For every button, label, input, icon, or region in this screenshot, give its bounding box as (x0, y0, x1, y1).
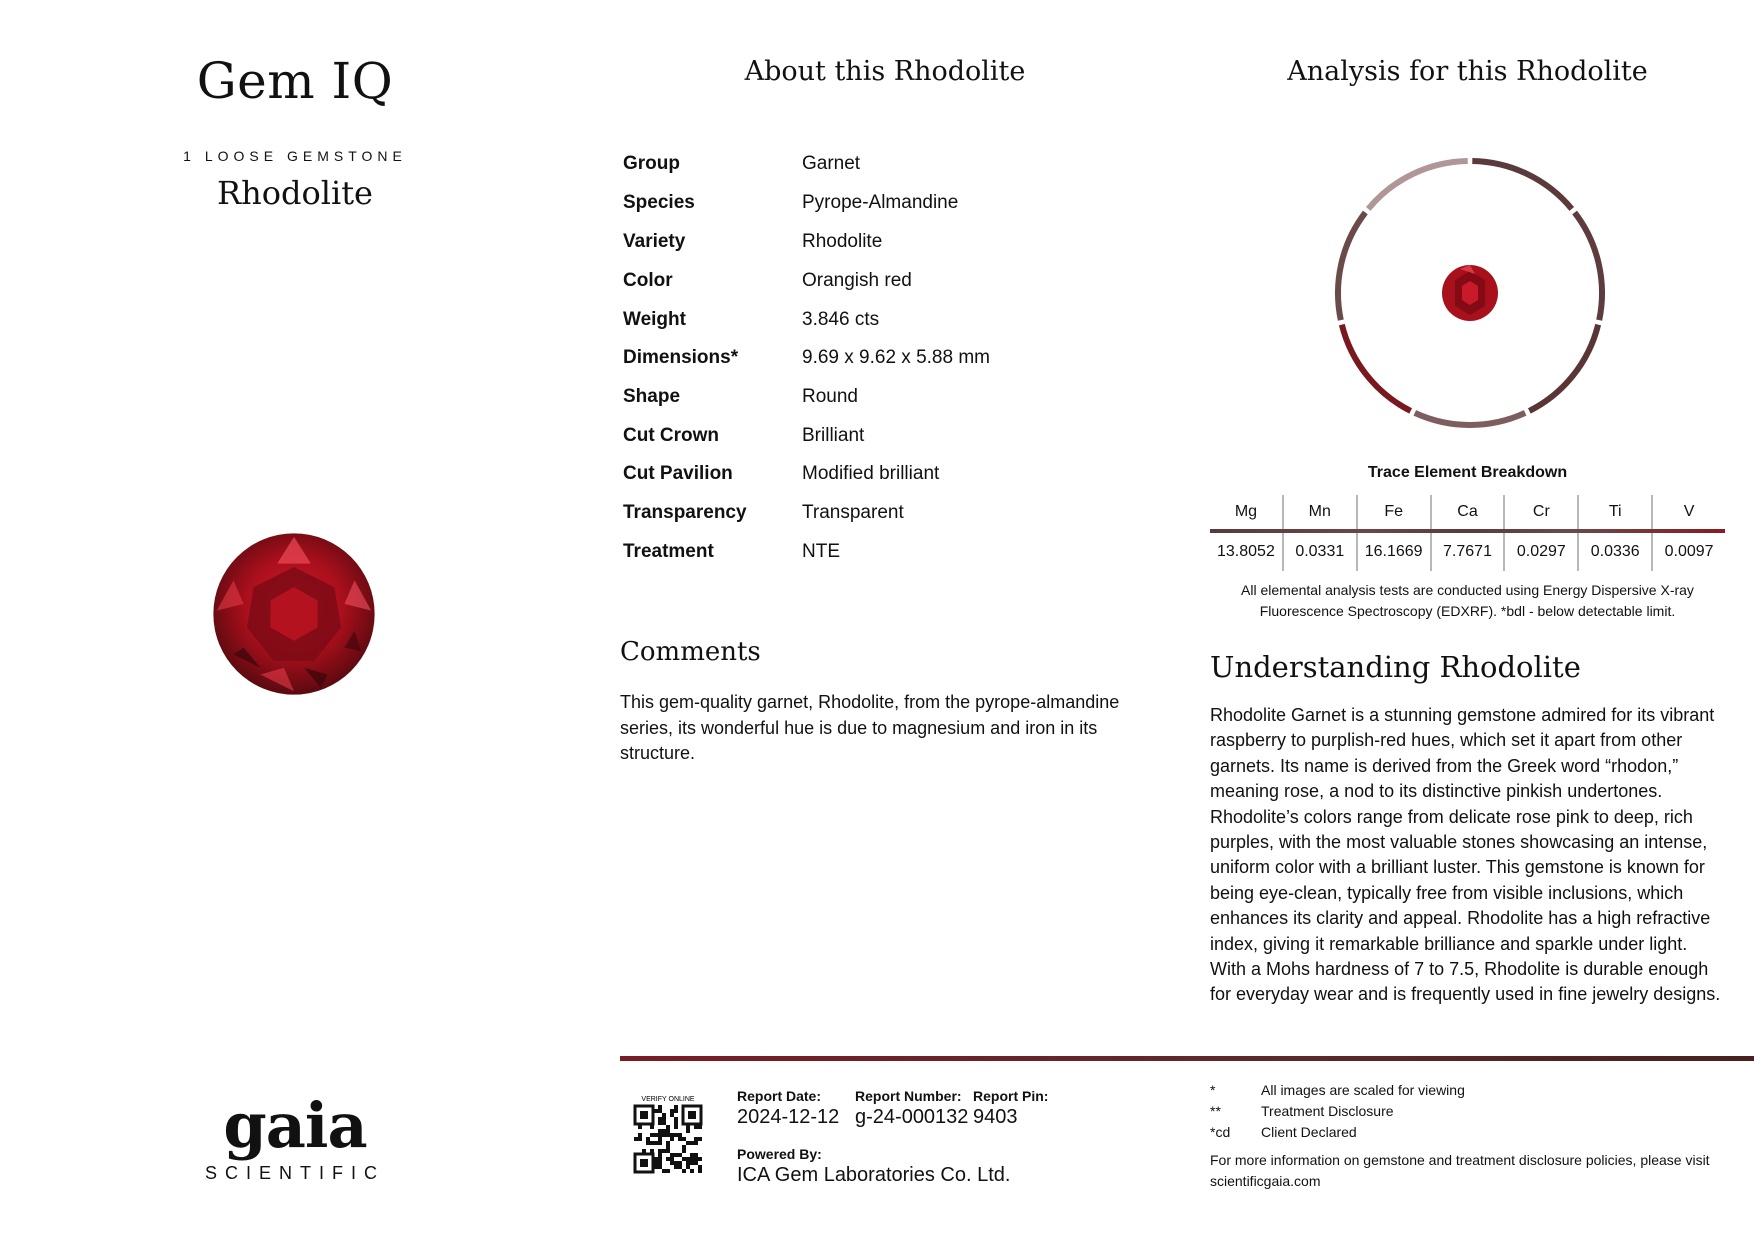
brand-title: Gem IQ (196, 52, 394, 110)
trace-element-header: V (1683, 503, 1695, 520)
property-label: Shape (623, 386, 681, 407)
property-value: Transparent (802, 502, 904, 523)
trace-element-header: Ca (1432, 495, 1506, 529)
color-ring-segment (1368, 161, 1467, 209)
property-label: Treatment (623, 541, 714, 562)
gemstone-image (210, 530, 378, 698)
understanding-title: Understanding Rhodolite (1210, 650, 1581, 684)
report-pin-label: Report Pin: (973, 1088, 1049, 1104)
color-ring-segment (1415, 413, 1525, 425)
property-label: Cut Pavilion (623, 463, 733, 484)
trace-element-header: Fe (1358, 495, 1432, 529)
comments-title: Comments (620, 637, 761, 667)
trace-element-value: 0.0297 (1505, 533, 1579, 571)
property-label: Color (623, 270, 673, 291)
property-value: Pyrope-Almandine (802, 192, 959, 213)
footnote-text: Treatment Disclosure (1261, 1103, 1394, 1119)
report-pin (973, 1088, 1048, 1129)
property-label: Transparency (623, 502, 747, 523)
trace-element-value: 13.8052 (1210, 533, 1284, 571)
trace-element-value: 0.0331 (1284, 533, 1358, 571)
property-value: Brilliant (802, 425, 865, 446)
trace-element-value-row (1210, 533, 1725, 571)
property-value: Orangish red (802, 270, 912, 291)
property-label: Group (623, 153, 680, 174)
footnote-key: *cd (1210, 1124, 1231, 1140)
property-value: NTE (802, 541, 840, 562)
more-info-text: For more information on gemstone and treatment disclosure policies, please visit scientificgaia.com (1210, 1152, 1710, 1189)
trace-element-header-row (1210, 495, 1725, 529)
property-value: Garnet (802, 153, 861, 174)
gemstone-name: Rhodolite (217, 174, 373, 212)
property-label: Species (623, 192, 695, 213)
property-label: Cut Crown (623, 425, 720, 446)
footnote-key: ** (1210, 1103, 1221, 1119)
property-label: Dimensions* (623, 347, 739, 368)
report-number (855, 1088, 968, 1129)
trace-element-header: Mn (1284, 495, 1358, 529)
trace-element-title: Trace Element Breakdown (1367, 464, 1568, 481)
property-value: 9.69 x 9.62 x 5.88 mm (802, 347, 990, 368)
analysis-title: Analysis for this Rhodolite (1287, 56, 1648, 87)
color-ring-segment (1472, 161, 1571, 209)
color-ring-segment (1342, 325, 1411, 411)
report-number-value: g-24-000132 (855, 1106, 969, 1128)
trace-element-value: 7.7671 (1432, 533, 1506, 571)
color-ring-segment (1575, 213, 1602, 321)
gaia-logo-sub: SCIENTIFIC (204, 1163, 385, 1183)
property-label: Variety (623, 231, 686, 252)
color-ring-chart (1325, 148, 1615, 438)
property-value: 3.846 cts (802, 309, 880, 330)
property-value: Round (802, 386, 858, 407)
powered-by (737, 1146, 1010, 1187)
footer-divider (620, 1056, 1754, 1061)
footnote-text: All images are scaled for viewing (1261, 1082, 1465, 1098)
trace-element-value: 0.0097 (1664, 543, 1714, 560)
powered-by-value: ICA Gem Laboratories Co. Ltd. (737, 1164, 1011, 1186)
powered-by-label: Powered By: (737, 1146, 822, 1162)
gaia-logo-word: gaia (223, 1089, 367, 1162)
comments-text: This gem-quality garnet, Rhodolite, from the pyrope-almandine series, its wonderful hue is due to magnesium and iron in its structure. (620, 692, 1120, 763)
gaia-logo (200, 1089, 390, 1184)
trace-element-header: Mg (1210, 495, 1284, 529)
color-ring-segment (1338, 213, 1365, 321)
trace-element-header: Cr (1505, 495, 1579, 529)
about-title: About this Rhodolite (744, 56, 1026, 87)
footnote-text: Client Declared (1261, 1124, 1357, 1140)
report-date-label: Report Date: (737, 1088, 822, 1104)
report-pin-value: 9403 (973, 1106, 1018, 1128)
verify-online-label: VERIFY ONLINE (641, 1096, 695, 1103)
property-value: Modified brilliant (802, 463, 940, 484)
verify-qr-code[interactable] (622, 1093, 714, 1185)
property-label: Weight (623, 309, 686, 330)
property-value: Rhodolite (802, 231, 883, 252)
trace-element-value: 0.0336 (1579, 533, 1653, 571)
trace-element-header: Ti (1579, 495, 1653, 529)
gemstone-count: 1 LOOSE GEMSTONE (183, 148, 407, 164)
report-date (737, 1088, 839, 1129)
color-ring-segment (1529, 325, 1598, 411)
report-date-value: 2024-12-12 (737, 1106, 840, 1128)
trace-element-value: 16.1669 (1358, 533, 1432, 571)
footnote-key: * (1210, 1082, 1216, 1098)
report-number-label: Report Number: (855, 1088, 962, 1104)
trace-element-table (1210, 495, 1725, 571)
understanding-text: Rhodolite Garnet is a stunning gemstone admired for its vibrant raspberry to purplish-red hues, which set it apart from other garnets. Its name is derived from the Greek word “rhodon,” meaning rose, a nod to its distinctive pinkish undertones. Rhodolite’s colors range from delicate rose pink to deep, rich purples, with the most valuable stones showcasing an intense, uniform color with a brilliant luster. This gemstone is known for being eye-clean, typically free from visible inclusions, which enhances its clarity and appeal. Rhodolite has a high refractive index, giving it remarkable brilliance and sparkle under light. With a Mohs hardness of 7 to 7.5, Rhodolite is durable enough for everyday wear and is frequently used in fine jewelry designs. (1210, 705, 1721, 1005)
trace-element-note: All elemental analysis tests are conducted using Energy Dispersive X-ray Fluorescence Spectroscopy (EDXRF). *bdl - below detectable limit. (1241, 582, 1694, 619)
